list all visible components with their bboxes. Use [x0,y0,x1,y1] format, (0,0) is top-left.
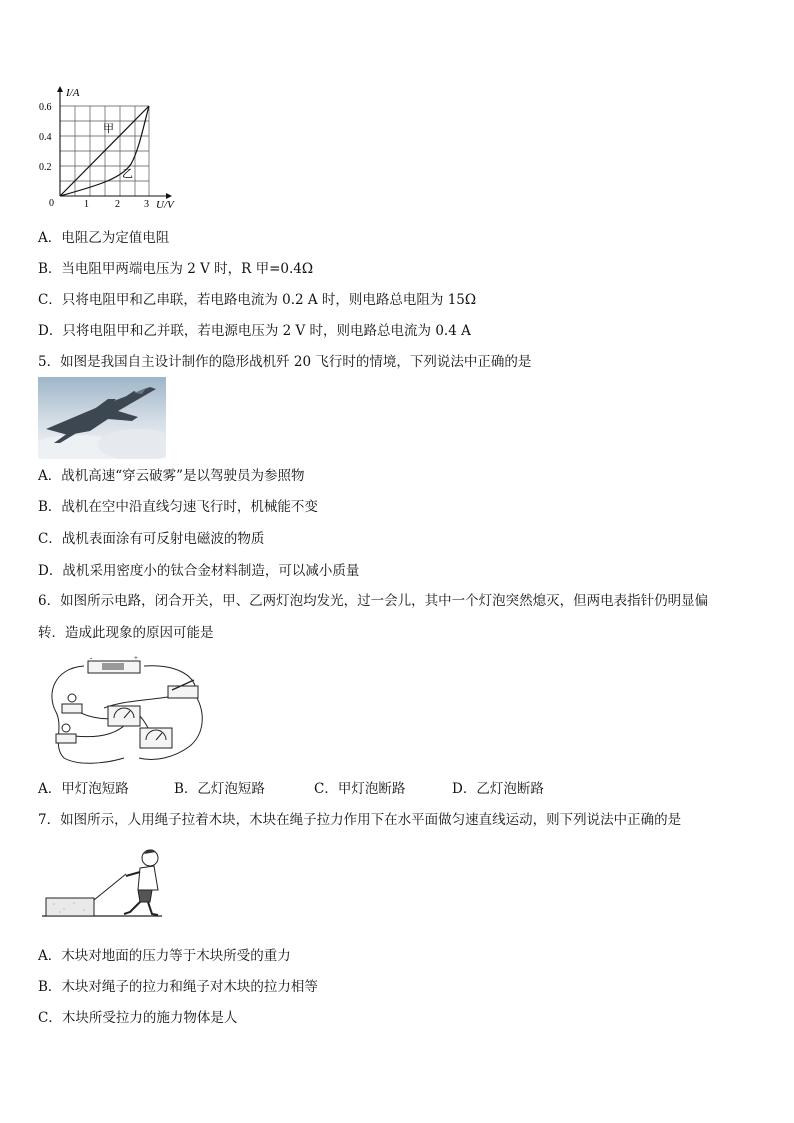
origin-label: 0 [49,198,54,209]
q7-stem: 7．如图所示，人用绳子拉着木块，木块在绳子拉力作用下在水平面做匀速直线运动，则下列说法中正确的是 [38,812,682,828]
y-tick-0-6: 0.6 [39,102,52,113]
person-pulling-block-figure [40,844,168,920]
circuit-diagram [44,654,214,772]
x-axis-label: U/V [156,199,174,211]
q6-options [38,780,544,798]
x-tick-2: 2 [115,199,120,210]
y-tick-0-2: 0.2 [39,162,52,173]
q4-option-d: D．只将电阻甲和乙并联，若电源电压为 2 V 时，则电路总电流为 0.4 A [38,323,471,339]
q6-stem-line1: 6．如图所示电路，闭合开关，甲、乙两灯泡均发光，过一会儿，其中一个灯泡突然熄灭，但两电表指针仍明显偏 [38,593,709,609]
q6-option-d: D．乙灯泡断路 [452,781,544,797]
q4-option-a: A．电阻乙为定值电阻 [38,230,170,246]
q4-option-c: C．只将电阻甲和乙串联，若电路电流为 0.2 A 时，则电路总电阻为 15Ω [38,292,477,308]
q5-option-b: B．战机在空中沿直线匀速飞行时，机械能不变 [38,499,318,515]
x-tick-3: 3 [144,199,149,210]
q5-option-c: C．战机表面涂有可反射电磁波的物质 [38,531,265,547]
iu-graph [36,84,186,214]
y-axis-label: I/A [66,87,80,99]
q5-stem: 5．如图是我国自主设计制作的隐形战机歼 20 飞行时的情境，下列说法中正确的是 [38,354,532,370]
svg-text:-: - [90,654,93,662]
curve-jia-label: 甲 [103,123,114,135]
q7-option-b: B．木块对绳子的拉力和绳子对木块的拉力相等 [38,979,318,995]
x-tick-1: 1 [84,199,89,210]
q6-option-b: B．乙灯泡短路 [174,781,265,797]
q6-option-a: A．甲灯泡短路 [38,781,129,797]
q6-option-c: C．甲灯泡断路 [314,781,406,797]
curve-yi-label: 乙 [122,168,133,180]
fighter-jet-photo [38,377,166,459]
y-tick-0-4: 0.4 [39,132,52,143]
q4-option-b: B．当电阻甲两端电压为 2 V 时，R 甲=0.4Ω [38,261,314,277]
q7-option-a: A．木块对地面的压力等于木块所受的重力 [38,948,291,964]
q5-option-d: D．战机采用密度小的钛合金材料制造，可以减小质量 [38,563,360,579]
svg-text:+: + [134,654,138,662]
q7-option-c: C．木块所受拉力的施力物体是人 [38,1010,238,1026]
q6-stem-line2: 转．造成此现象的原因可能是 [38,625,214,641]
q5-option-a: A．战机高速“穿云破雾”是以驾驶员为参照物 [38,468,305,484]
